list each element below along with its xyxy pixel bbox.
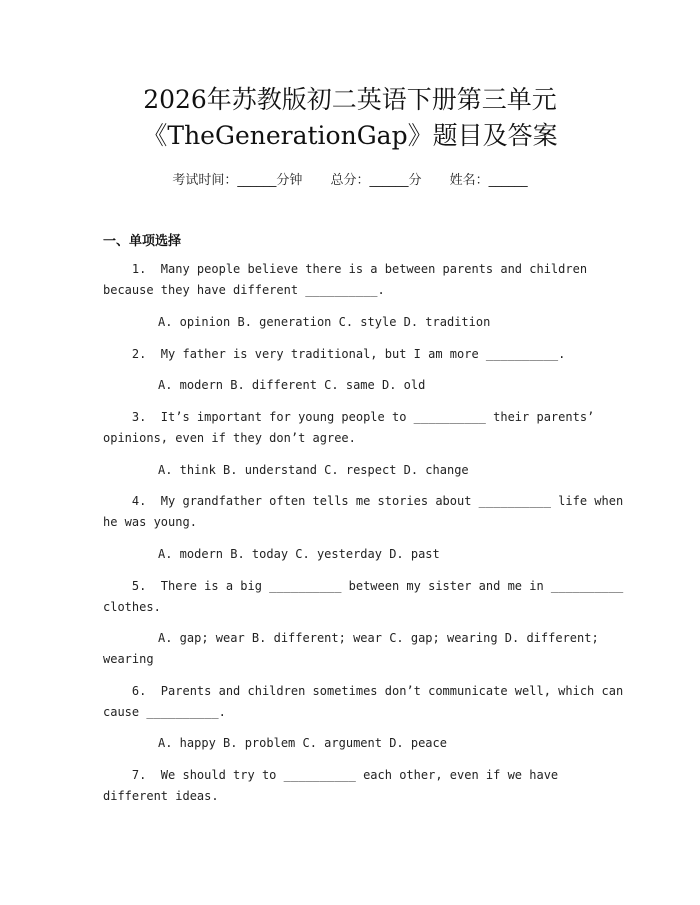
question-3-line-1: 3. It’s important for young people to __________ their parents’ [103, 410, 595, 424]
question-4-line-2: he was young. [103, 515, 197, 529]
section-heading-single-choice: 一、单项选择 [103, 234, 182, 249]
question-1-options: A. opinion B. generation C. style D. tradition [158, 315, 491, 329]
question-5-options-line-2: wearing [103, 652, 154, 666]
question-5-line-1: 5. There is a big __________ between my sister and me in __________ [103, 579, 624, 593]
question-4-line-1: 4. My grandfather often tells me stories about __________ life when [103, 494, 624, 508]
exam-meta [0, 169, 700, 188]
exam-score-field: 总分：______分 [330, 173, 422, 188]
question-6-line-2: cause __________. [103, 705, 226, 719]
question-2-line-1: 2. My father is very traditional, but I am more __________. [103, 347, 566, 361]
question-6-line-1: 6. Parents and children sometimes don’t communicate well, which can [103, 684, 624, 698]
question-4-options: A. modern B. today C. yesterday D. past [158, 547, 440, 561]
question-7-line-2: different ideas. [103, 789, 219, 803]
question-1-line-1: 1. Many people believe there is a between parents and children [103, 262, 588, 276]
question-2-options: A. modern B. different C. same D. old [158, 378, 426, 392]
exam-time-field: 考试时间：______分钟 [172, 173, 303, 188]
question-6-options: A. happy B. problem C. argument D. peace [158, 736, 447, 750]
student-name-field: 姓名：______ [449, 173, 528, 188]
document-title-line-2: 《TheGenerationGap》题目及答案 [142, 121, 558, 150]
document-title-line-1: 2026年苏教版初二英语下册第三单元 [143, 85, 557, 114]
question-1-line-2: because they have different __________. [103, 283, 385, 297]
question-3-options: A. think B. understand C. respect D. change [158, 463, 469, 477]
question-5-options-line-1: A. gap; wear B. different; wear C. gap; wearing D. different; [158, 631, 599, 645]
question-7-line-1: 7. We should try to __________ each other, even if we have [103, 768, 559, 782]
question-3-line-2: opinions, even if they don’t agree. [103, 431, 356, 445]
question-5-line-2: clothes. [103, 600, 161, 614]
